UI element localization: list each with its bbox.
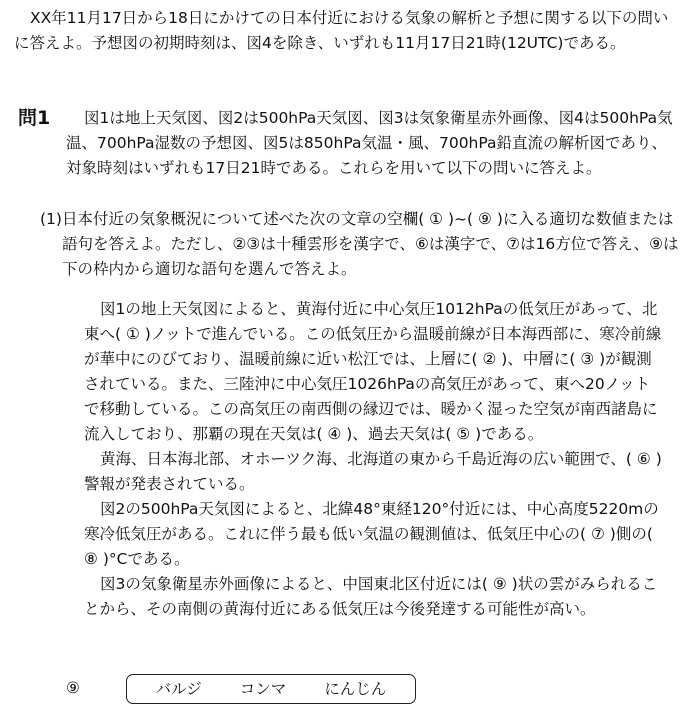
passage-paragraph-1: 図1の地上天気図によると、黄海付近に中心気圧1012hPaの低気圧があって、北東へ( ① )ノットで進んでいる。この低気圧から温暖前線が日本海西部に、寒冷前線が華中にのびており、温暖前線に近い松江では、上層に( ② )、中層に( ③ )が観測されている。また、三陸沖に中心気圧1026hPaの高気圧があって、東へ20ノットで移動している。この高気圧の南西側の縁辺では、暖かく湿った空気が南西諸島に流入しており、那覇の現在天気は( ④ )、過去天気は( ⑤ )である。 [84,300,662,443]
passage-paragraph-4: 図3の気象衛星赤外画像によると、中国東北区付近には( ⑨ )状の雲がみられることから、その南側の黄海付近にある低気圧は今後発達する可能性が高い。 [84,575,658,618]
question-1-number: 問1 [18,107,51,129]
choice-number: ⑨ [66,679,80,697]
subquestion-1-text: 日本付近の気象概況について述べた次の文章の空欄( ① )~( ⑨ )に入る適切な数値または語句を答えよ。ただし、②③は十種雲形を漢字で、⑥は漢字で、⑦は16方位で答え、⑨は下の枠内から適切な語句を選んで答えよ。 [62,210,679,278]
intro-text: XX年11月17日から18日にかけての日本付近における気象の解析と予想に関する以下の問いに答えよ。予想図の初期時刻は、図4を除き、いずれも11月17日21時(12UTC)である。 [14,9,669,52]
subquestion-1 [40,207,680,282]
passage [84,297,664,622]
choice-box [126,674,416,704]
intro-section [14,6,680,56]
passage-paragraph-2: 黄海、日本海北部、オホーツク海、北海道の東から千島近海の広い範囲で、( ⑥ )警報が発表されている。 [84,450,662,493]
choice-option: コンマ [239,679,287,698]
question-1 [18,106,680,181]
choice-option: バルジ [155,679,202,698]
choice-option: にんじん [324,679,387,698]
passage-paragraph-3: 図2の500hPa天気図によると、北緯48°東経120°付近には、中心高度5220mの寒冷低気圧がある。これに伴う最も低い気温の観測値は、低気圧中心の( ⑦ )側の( ⑧ )°Cである。 [84,500,659,568]
subquestion-1-number: (1) [40,210,62,228]
question-1-text: 図1は地上天気図、図2は500hPa天気図、図3は気象衛星赤外画像、図4は500hPa気温、700hPa湿数の予想図、図5は850hPa気温・風、700hPa鉛直流の解析図であり、対象時刻はいずれも17日21時である。これらを用いて以下の問いに答えよ。 [66,109,673,177]
